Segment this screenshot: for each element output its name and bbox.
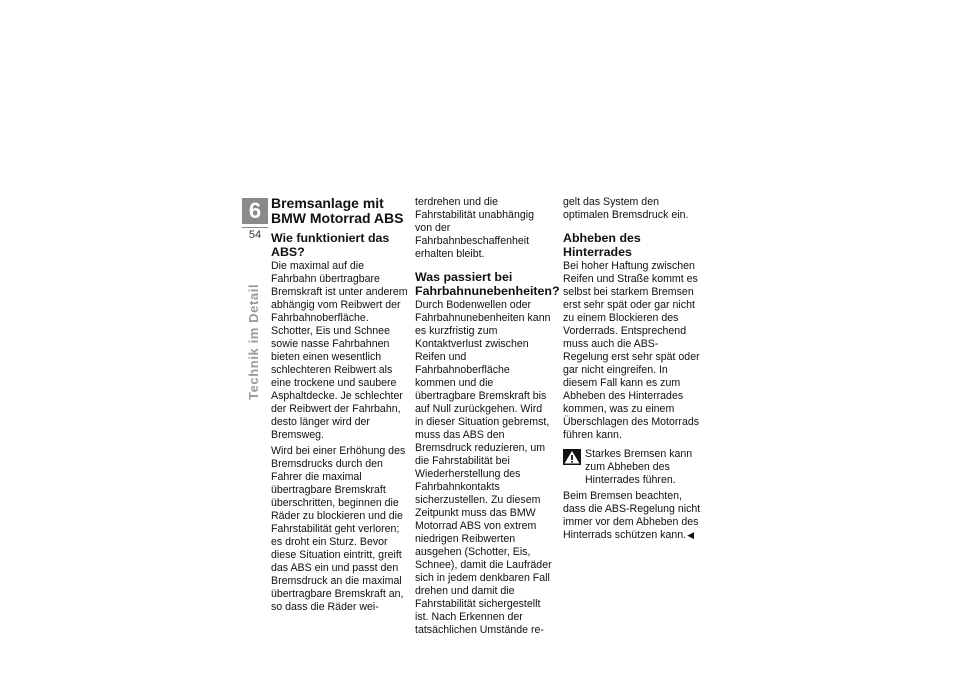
paragraph: Wird bei einer Erhöhung des Bremsdrucks durch den Fahrer die maximal übertragbare Bremskraft überschritten, beginnen die Räder zu blockieren und die Fahrstabilität geht verloren; es droht ein Sturz. Bevor diese Situation eintritt, greift das ABS ein und passt den Bremsdruck an die maximal übertragbare Bremskraft an, so dass die Räder wei- <box>271 445 406 613</box>
paragraph: Durch Bodenwellen oder Fahrbahnunebenheiten kann es kurzfristig zum Kontaktverlust zwischen Reifen und Fahrbahnoberfläche kommen und die übertragbare Bremskraft bis auf Null zurückgehen. Wird in dieser Situation gebremst, muss das ABS den Bremsdruck reduzieren, um die Fahrstabilität bei Wiederherstellung des Fahrbahnkontakts sicherzustellen. Zu diesem Zeitpunkt muss das BMW Motorrad ABS von extrem niedrigen Reibwerten ausgehen (Schotter, Eis, Schnee), damit die Laufräder sich in jedem denkbaren Fall drehen und damit die Fahrstabilität sichergestellt ist. Nach Erkennen der tatsächlichen Umstände re- <box>415 299 552 636</box>
paragraph: gelt das System den optimalen Bremsdruck ein. <box>563 196 689 221</box>
warning-instruction-text: Beim Bremsen beachten, dass die ABS-Regelung nicht immer vor dem Abheben des Hinterrads schützen kann. <box>563 490 701 541</box>
subheading-abs-function: Wie funktioniert das ABS? <box>271 231 390 259</box>
paragraph: Die maximal auf die Fahrbahn übertragbare Bremskraft ist unter anderem abhängig vom Reibwert der Fahrbahnoberfläche. Schotter, Eis und Schnee sowie nasse Fahrbahnen bieten einen wesentlich schlechteren Reibwert als eine trockene und saubere Asphaltdecke. Je schlechter der Reibwert der Fahrbahn, desto länger wird der Bremsweg. <box>271 260 408 441</box>
subheading-road-unevenness: Was passiert bei Fahrbahnunebenheiten? <box>415 270 560 298</box>
column-2 <box>415 196 560 640</box>
column-3 <box>563 196 701 542</box>
subheading-rear-wheel-lift: Abheben des Hinterrades <box>563 231 641 259</box>
warning-instruction <box>563 490 701 542</box>
column-1 <box>271 196 409 617</box>
paragraph: terdrehen und die Fahrstabilität unabhängig von der Fahrbahnbeschaffenheit erhalten bleibt. <box>415 196 534 260</box>
section-heading: Bremsanlage mit BMW Motorrad ABS <box>271 195 404 226</box>
end-mark-icon: ◀ <box>687 530 694 540</box>
warning-text: Starkes Bremsen kann zum Abheben des Hinterrades führen. <box>585 448 693 486</box>
chapter-title-vertical: Technik im Detail <box>246 283 261 400</box>
warning-block <box>563 448 701 487</box>
page-number: 54 <box>242 227 268 241</box>
warning-triangle-icon <box>563 449 581 465</box>
chapter-number-tab: 6 <box>242 198 268 224</box>
paragraph: Bei hoher Haftung zwischen Reifen und Straße kommt es selbst bei starkem Bremsen erst sehr spät oder gar nicht zu einem Blockieren des Vorderrads. Entsprechend muss auch die ABS-Regelung erst sehr spät oder gar nicht eingreifen. In diesem Fall kann es zum Abheben des Hinterrades kommen, was zu einem Überschlagen des Motorrads führen kann. <box>563 260 700 441</box>
